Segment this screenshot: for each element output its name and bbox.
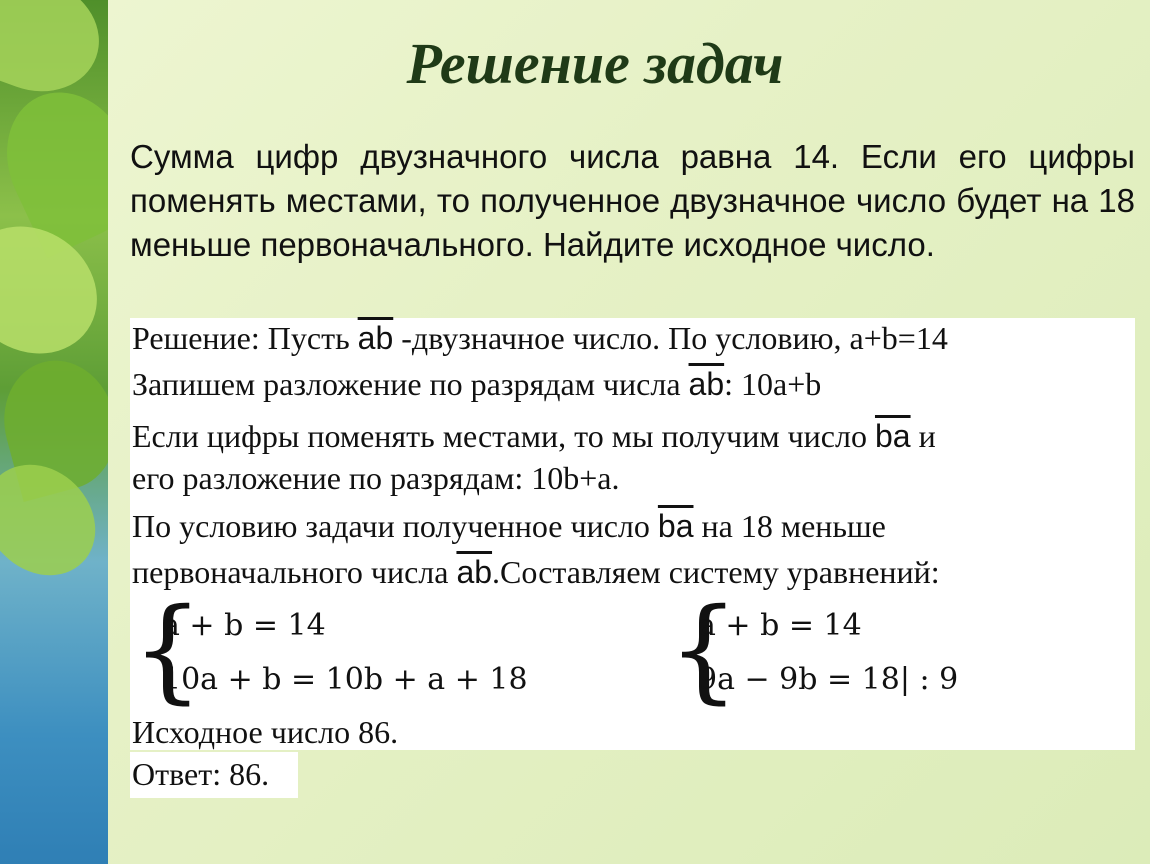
equation-system-1 — [132, 585, 582, 715]
problem-text: Сумма цифр двузначного числа равна 14. Если его цифры поменять местами, то полученное двузначное число будет на 18 меньше первоначального. Найдите исходное число. — [130, 138, 1135, 263]
overline-number: $\overline{ab}$ — [688, 366, 725, 402]
brace-symbol: { — [132, 585, 204, 715]
solution-box — [130, 318, 1135, 750]
text-span: Решение: Пусть — [132, 320, 358, 356]
overline-number: $\overline{ab}$ — [357, 320, 394, 356]
solution-line-2 — [132, 366, 821, 403]
decorative-leaves-strip — [0, 0, 108, 864]
solution-line-7: Исходное число 86. — [132, 714, 399, 750]
overline-number: $\overline{ba}$ — [874, 418, 911, 454]
equation: 10a + b = 10b + a + 18 — [162, 662, 528, 697]
text-span: Если цифры поменять местами, то мы получим число — [132, 418, 875, 454]
text-span: По условию задачи полученное число — [132, 508, 658, 544]
text-span: первоначального числа — [132, 554, 457, 590]
equation: a + b = 14 — [698, 608, 862, 643]
equation: a + b = 14 — [162, 608, 326, 643]
page-title: Решение задач — [406, 31, 784, 96]
equation: 9a − 9b = 18| : 9 — [698, 662, 959, 697]
text-span: .Составляем систему уравнений: — [492, 554, 940, 590]
text-span: на 18 меньше — [693, 508, 886, 544]
text-span: : 10a+b — [724, 366, 822, 402]
brace-symbol: { — [668, 585, 740, 715]
overline-number: $\overline{ab}$ — [456, 554, 493, 590]
solution-line-4: его разложение по разрядам: 10b+a. — [132, 460, 620, 496]
answer-box — [130, 752, 298, 798]
solution-line-6 — [132, 554, 940, 591]
answer-text: Ответ: 86. — [132, 756, 270, 792]
solution-line-3 — [132, 418, 936, 455]
text-span: Запишем разложение по разрядам числа — [132, 366, 689, 402]
equation-system-2 — [668, 585, 1068, 715]
text-span: -двузначное число. По условию, a+b=14 — [393, 320, 948, 356]
text-span: и — [910, 418, 936, 454]
solution-line-1 — [132, 320, 948, 357]
solution-line-5 — [132, 508, 886, 545]
overline-number: $\overline{ba}$ — [657, 508, 694, 544]
